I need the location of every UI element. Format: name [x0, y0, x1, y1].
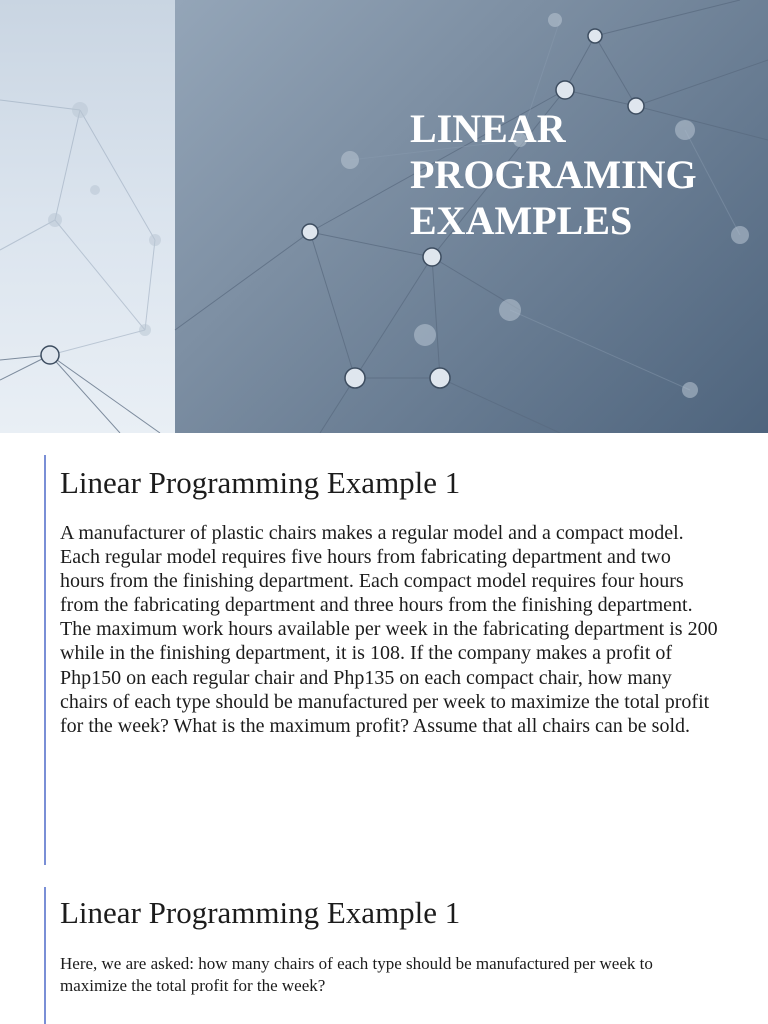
cover-title-line: PROGRAMING [410, 152, 697, 197]
cover-title-line: LINEAR [410, 106, 566, 151]
accent-bar [44, 455, 46, 865]
title-slide [0, 0, 768, 433]
slide-body-text: A manufacturer of plastic chairs makes a regular model and a compact model. Each regular model requires five hours from fabricating department and two hours from the finishing department. Each compact model requires four hours from the fabricating department and three hours from the finishing department. The maximum work hours available per week in the fabricating department is 200 while in the finishing department, it is 108. If the company makes a profit of Php150 on each regular chair and Php135 on each compact chair, how many chairs of each type should be manufactured per week to maximize the total profit for the week? What is the maximum profit? Assume that all chairs can be sold. [60, 522, 718, 737]
content-slide [0, 433, 768, 865]
slide-title: Linear Programming Example 1 [60, 895, 461, 930]
slide-title: Linear Programming Example 1 [60, 465, 461, 500]
cover-title [410, 106, 760, 244]
slide-body-text: Here, we are asked: how many chairs of each type should be manufactured per week to maximize the total profit for the week? [60, 954, 653, 995]
cover-title-line: EXAMPLES [410, 198, 633, 243]
accent-bar [44, 887, 46, 1024]
content-slide [0, 865, 768, 1024]
